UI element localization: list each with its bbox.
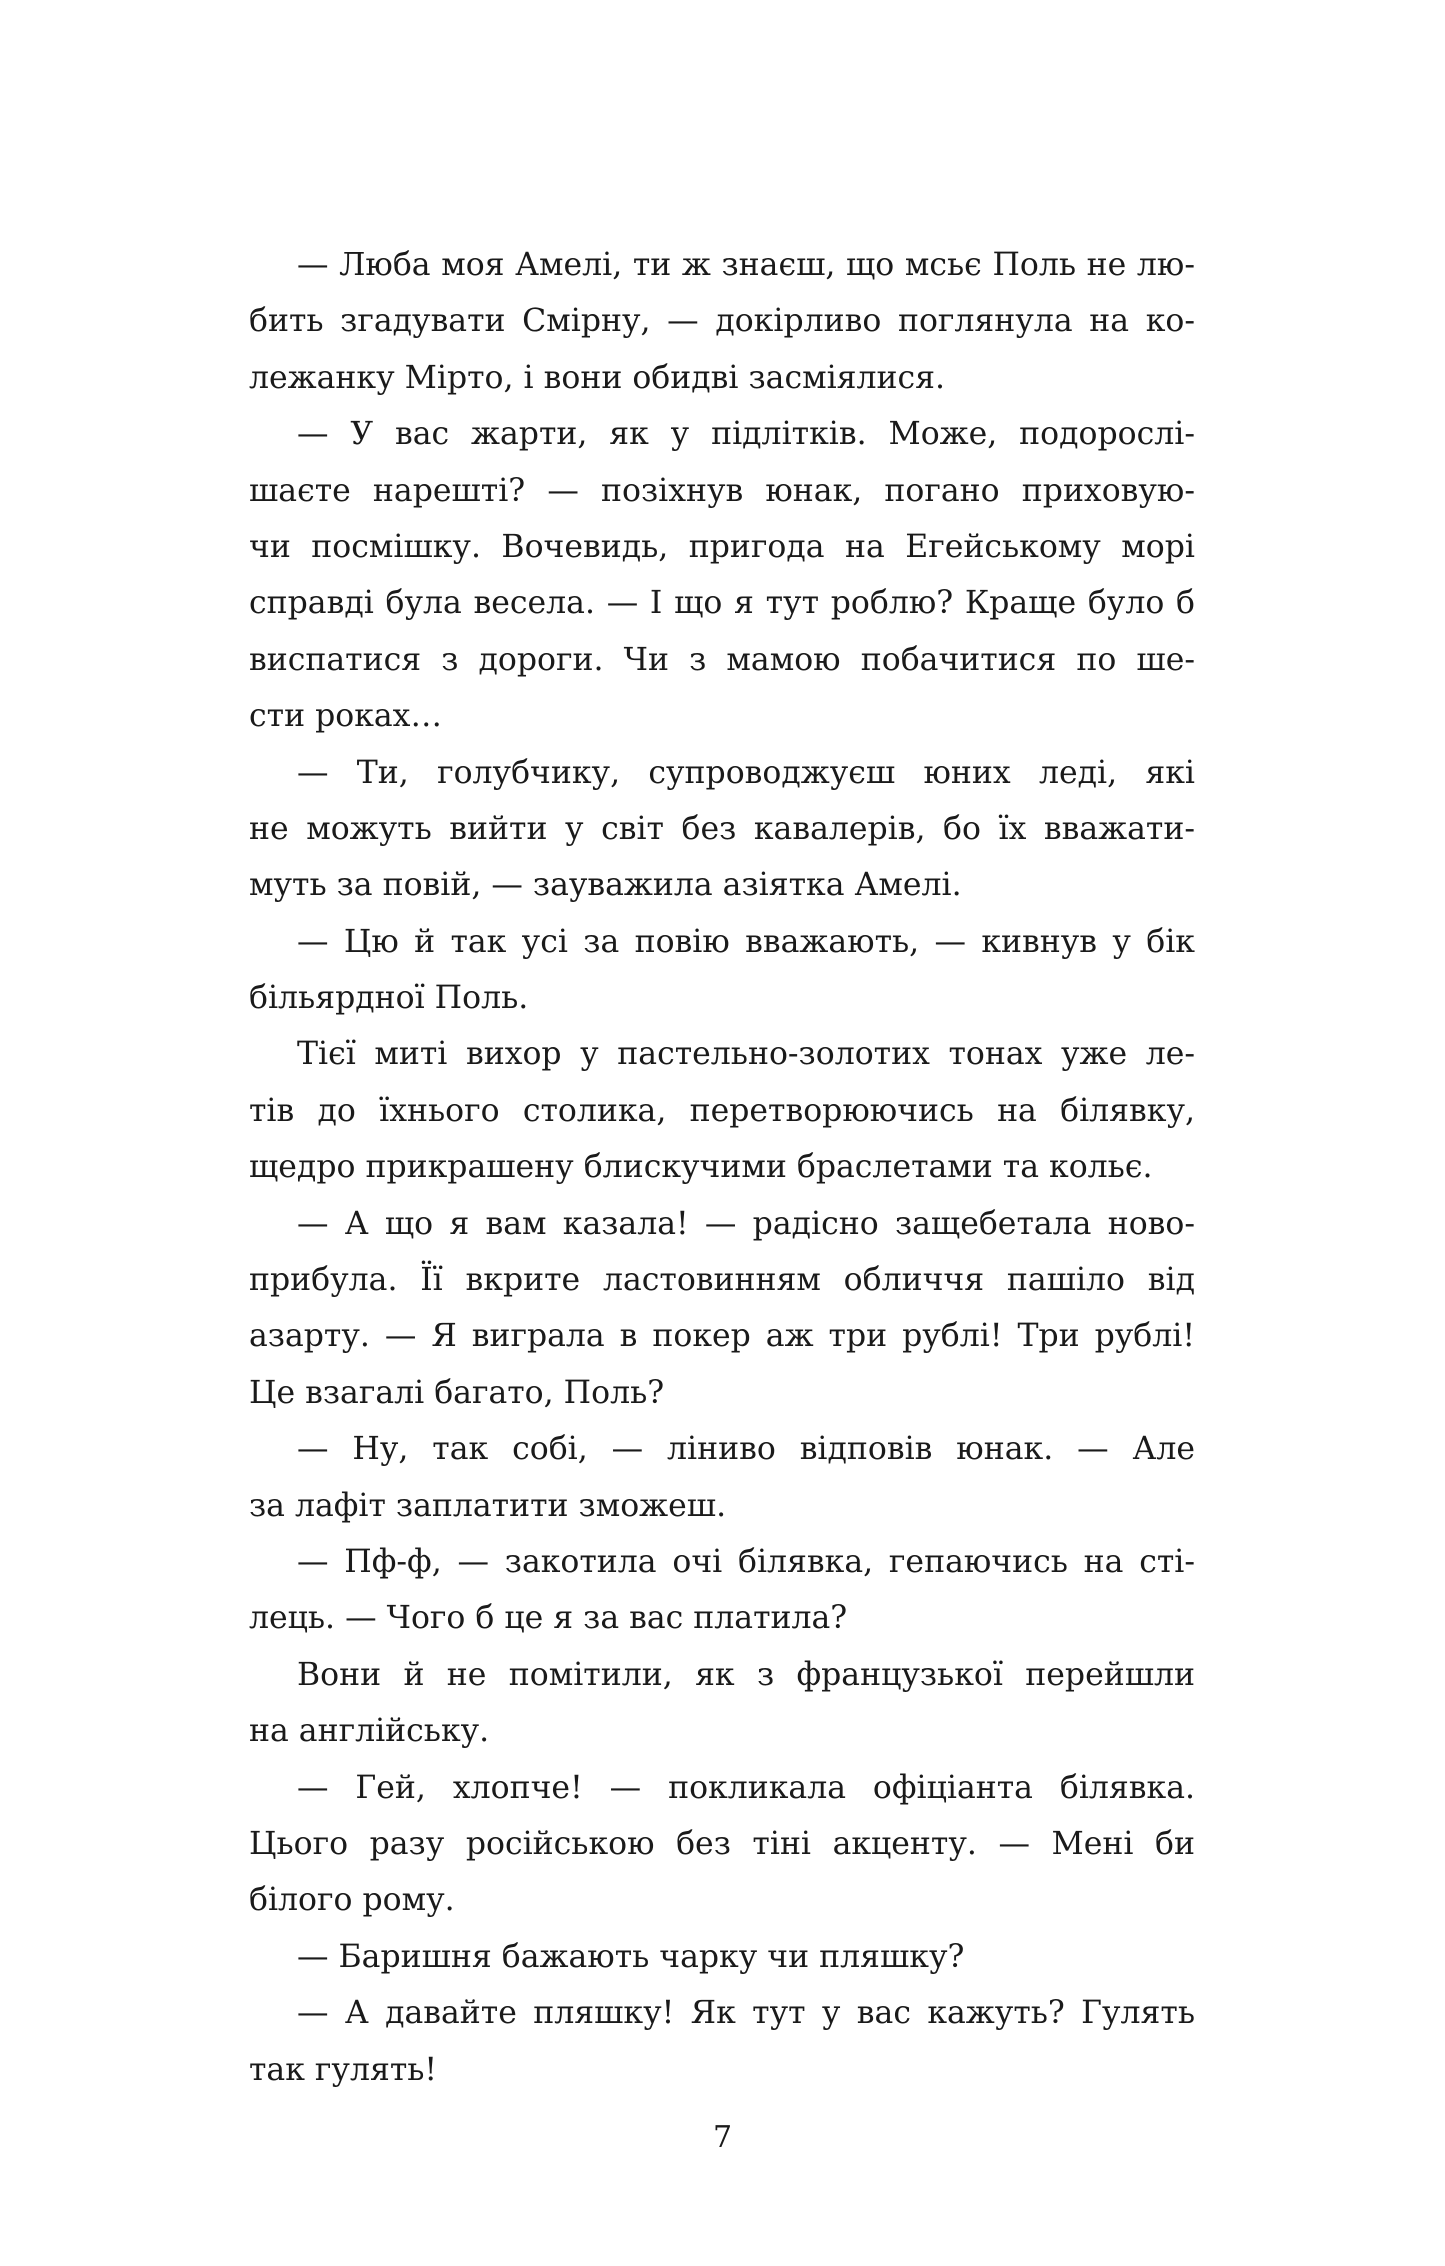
text-line: лець. — Чого б це я за вас платила?	[249, 1600, 848, 1637]
text-line: Цього разу російською без тіні акценту. — Мені би	[249, 1825, 1195, 1862]
text-line: Вони й не помітили, як з французької перейшли	[297, 1656, 1195, 1693]
text-line: — Ти, голубчику, супроводжуєш юних леді, які	[297, 754, 1195, 791]
text-line: — А давайте пляшку! Як тут у вас кажуть? Гулять	[297, 1995, 1195, 2032]
text-line: — Люба моя Амелі, ти ж знаєш, що мсьє Поль не лю-	[297, 247, 1195, 283]
text-line: шаєте нарешті? — позіхнув юнак, погано приховую-	[249, 472, 1195, 509]
text-line: чи посмішку. Вочевидь, пригода на Егейському морі	[249, 528, 1195, 565]
text-line: — Ну, так собі, — ліниво відповів юнак. — Але	[297, 1431, 1195, 1468]
text-line: Це взагалі багато, Поль?	[249, 1374, 665, 1411]
text-line: за лафіт заплатити зможеш.	[249, 1487, 727, 1524]
text-line: — Гей, хлопче! — покликала офіціанта білявка.	[297, 1769, 1195, 1806]
text-line: більярдної Поль.	[249, 980, 529, 1017]
body-text	[249, 237, 1195, 2098]
text-line: муть за повій, — зауважила азіятка Амелі.	[249, 867, 962, 904]
text-line: Тієї миті вихор у пастельно-золотих тонах уже ле-	[297, 1036, 1195, 1073]
text-line: прибула. Її вкрите ластовинням обличчя пашіло від	[249, 1262, 1195, 1299]
text-line: — Цю й так усі за повію вважають, — кивнув у бік	[297, 923, 1195, 960]
text-line: — А що я вам казала! — радісно защебетала ново-	[297, 1205, 1195, 1242]
text-line: щедро прикрашену блискучими браслетами та кольє.	[249, 1149, 1153, 1186]
text-line: лежанку Мірто, і вони обидві засміялися.	[249, 359, 946, 396]
text-line: справді була весела. — І що я тут роблю? Краще було б	[249, 585, 1195, 622]
text-line: так гулять!	[249, 2051, 438, 2088]
text-line: бить згадувати Смірну, — докірливо поглянула на ко-	[249, 303, 1195, 340]
text-line: — Баришня бажають чарку чи пляшку?	[297, 1938, 965, 1975]
text-line: тів до їхнього столика, перетворюючись на білявку,	[249, 1092, 1195, 1129]
text-line: азарту. — Я виграла в покер аж три рублі! Три рублі!	[249, 1318, 1195, 1355]
text-line: не можуть вийти у світ без кавалерів, бо їх вважати-	[249, 810, 1195, 847]
text-line: — У вас жарти, як у підлітків. Може, подорослі-	[297, 416, 1195, 453]
text-line: виспатися з дороги. Чи з мамою побачитися по ше-	[249, 641, 1195, 678]
text-line: на англійську.	[249, 1713, 490, 1750]
text-line: білого рому.	[249, 1882, 455, 1919]
page-number: 7	[712, 2120, 733, 2155]
text-line: сти роках…	[249, 698, 442, 735]
text-line: — Пф-ф, — закотила очі білявка, гепаючись на сті-	[297, 1543, 1195, 1580]
